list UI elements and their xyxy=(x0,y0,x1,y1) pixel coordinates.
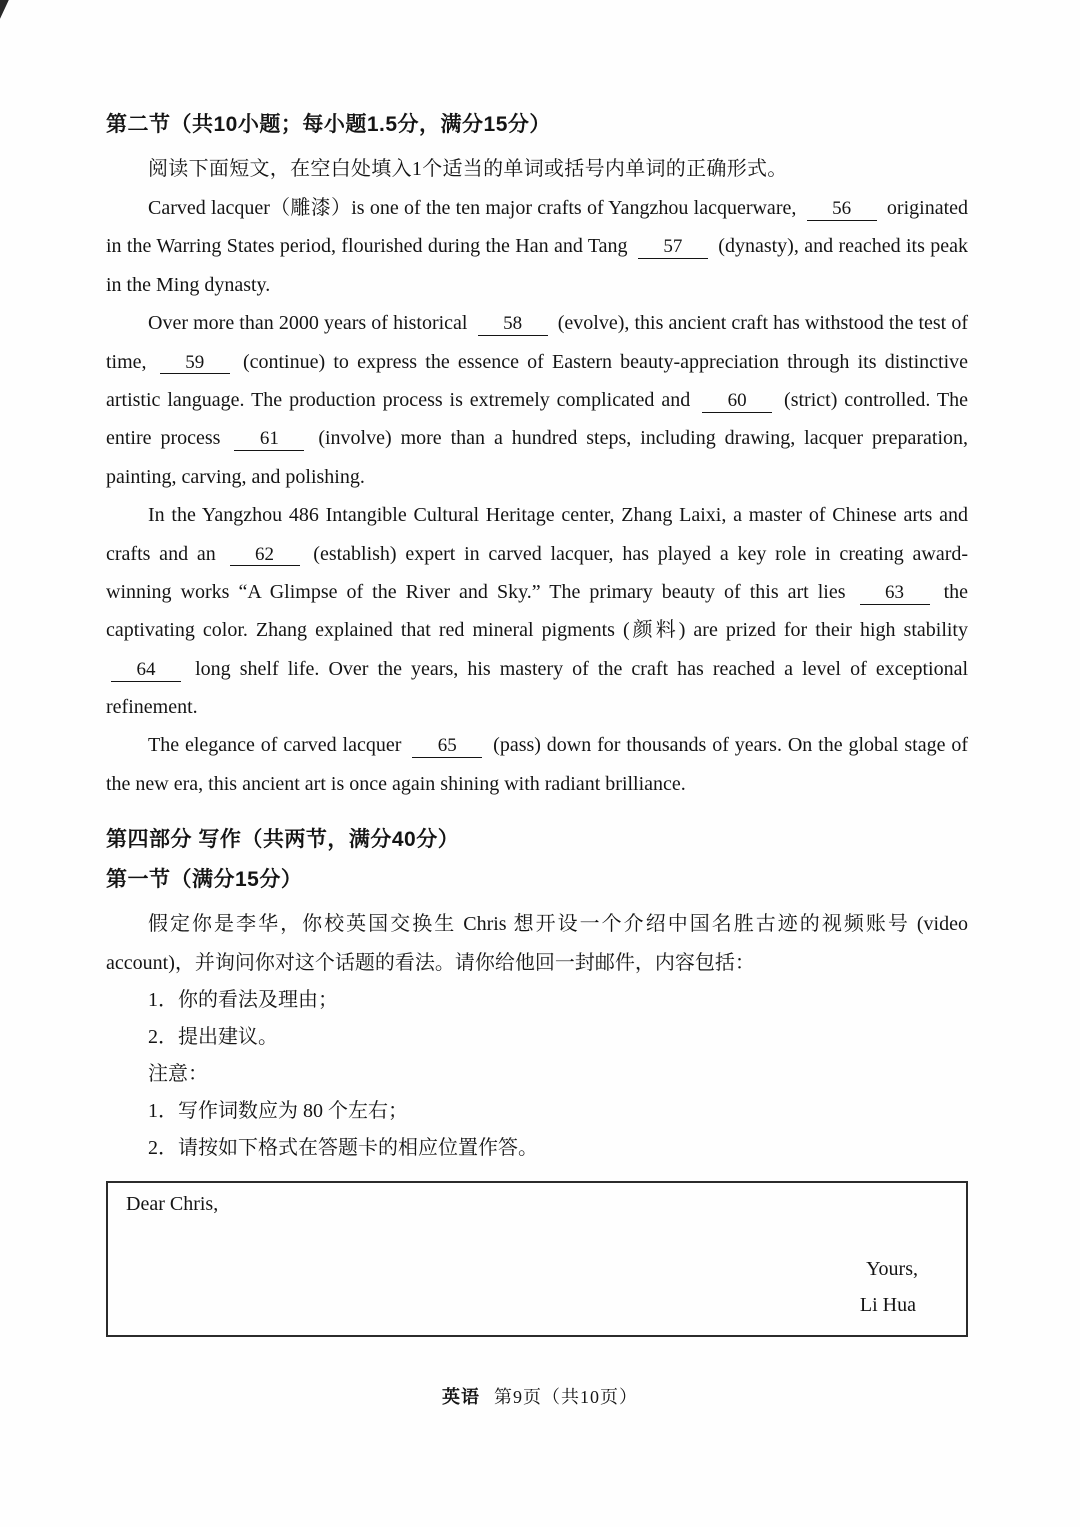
footer-subject: 英语 xyxy=(442,1387,480,1407)
passage-text: (involve) more than a hundred steps, including drawing, lacquer preparation, painting, carving, and polishing. xyxy=(106,427,969,488)
writing-point-2: 2．提出建议。 xyxy=(148,1026,278,1049)
blank-63: 63 xyxy=(860,582,930,605)
passage-text: Over more than 2000 years of historical xyxy=(148,312,468,335)
blank-60: 60 xyxy=(702,390,772,413)
passage-text: long shelf life. Over the years, his mastery of the craft has reached a level of exceptional refinement. xyxy=(106,657,969,719)
blank-62: 62 xyxy=(230,544,300,567)
note-2: 2．请按如下格式在答题卡的相应位置作答。 xyxy=(148,1137,538,1160)
writing-prompt: 假定你是李华，你校英国交换生 Chris 想开设一个介绍中国名胜古迹的视频账号 (video account)，并询问你对这个话题的看法。请你给他回一封邮件，内容包括： xyxy=(106,913,968,974)
notes-label: 注意： xyxy=(148,1063,208,1086)
blank-65: 65 xyxy=(412,735,482,758)
footer-page-number: 第9页（共10页） xyxy=(494,1387,638,1407)
blank-64: 64 xyxy=(111,659,181,682)
letter-closing-yours: Yours, xyxy=(866,1258,918,1281)
answer-letter-box xyxy=(106,1181,968,1337)
section2-instruction: 阅读下面短文，在空白处填入1个适当的单词或括号内单词的正确形式。 xyxy=(148,158,788,180)
blank-61: 61 xyxy=(234,428,304,451)
passage-text: the captivating color. Zhang explained that red mineral pigments (颜料) are prized for their high stability xyxy=(106,580,968,642)
passage-paragraph-4 xyxy=(106,726,968,803)
letter-greeting: Dear Chris, xyxy=(126,1193,219,1216)
passage-text: The elegance of carved lacquer xyxy=(148,734,402,757)
passage-text: originated in the Warring States period, flourished during the Han and Tang xyxy=(106,197,969,258)
passage-text: (dynasty), and reached its peak in the Ming dynasty. xyxy=(106,235,969,296)
blank-57: 57 xyxy=(638,236,708,259)
part4-section1-heading: 第一节（满分15分） xyxy=(106,868,303,892)
writing-point-1: 1．你的看法及理由； xyxy=(148,989,338,1012)
page-footer xyxy=(0,1383,1080,1409)
note-1: 1．写作词数应为 80 个左右； xyxy=(148,1100,408,1123)
passage-text: (strict) controlled. The entire process xyxy=(106,388,969,450)
blank-56: 56 xyxy=(807,198,877,221)
passage-text: (pass) down for thousands of years. On the global stage of the new era, this ancient art is once again shining with radiant brilliance. xyxy=(106,734,968,795)
passage-paragraph-2 xyxy=(106,304,968,496)
scan-artifact xyxy=(0,0,26,46)
passage-paragraph-1 xyxy=(106,189,968,304)
passage-text: (evolve), this ancient craft has withstood the test of time, xyxy=(106,312,969,373)
passage-text: (establish) expert in carved lacquer, has played a key role in creating award-winning works “A Glimpse of the River and Sky.” The primary beauty of this art lies xyxy=(106,542,969,603)
passage-text: Carved lacquer（雕漆）is one of the ten major crafts of Yangzhou lacquerware, xyxy=(148,197,797,219)
passage-text: (continue) to express the essence of Eastern beauty-appreciation through its distinctive artistic language. The production process is extremely complicated and xyxy=(106,350,969,411)
part4-heading: 第四部分 写作（共两节，满分40分） xyxy=(106,828,460,852)
blank-58: 58 xyxy=(478,313,548,336)
passage-text: In the Yangzhou 486 Intangible Cultural Heritage center, Zhang Laixi, a master of Chinese arts and crafts and an xyxy=(106,504,968,565)
section2-heading: 第二节（共10小题；每小题1.5分，满分15分） xyxy=(106,113,551,136)
blank-59: 59 xyxy=(160,352,230,375)
passage-paragraph-3 xyxy=(106,496,968,726)
letter-closing xyxy=(126,1251,946,1323)
letter-signature: Li Hua xyxy=(859,1294,916,1317)
